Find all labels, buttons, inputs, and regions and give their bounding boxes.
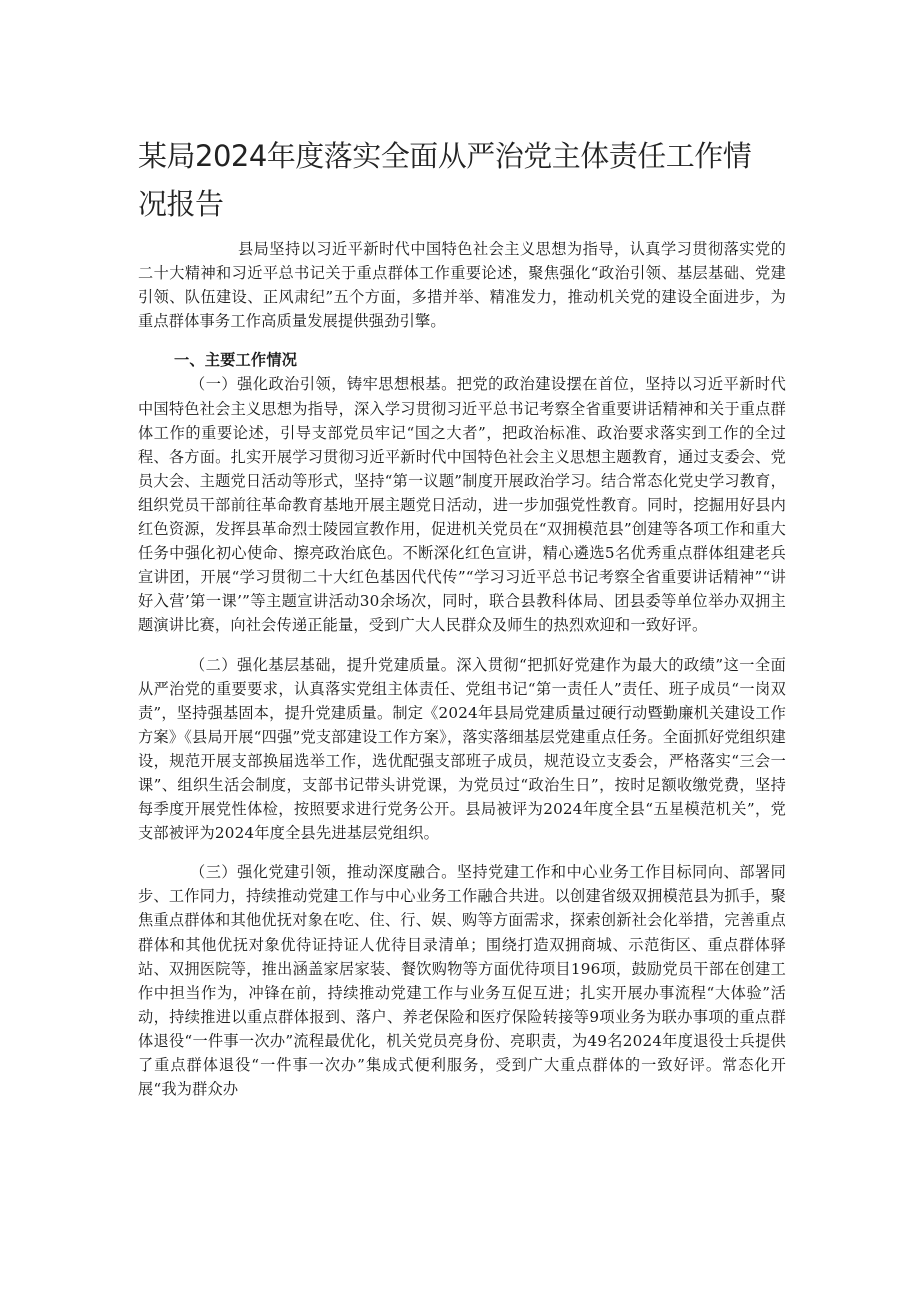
paragraph-political-guidance: （一）强化政治引领，铸牢思想根基。把党的政治建设摆在首位，坚持以习近平新时代中国特色社会主义思想为指导，深入学习贯彻习近平总书记考察全省重要讲话精神和关于重点群体工作的重要论述，引导支部党员牢记“国之大者”，把政治标准、政治要求落实到工作的全过程、各方面。扎实开展学习贯彻习近平新时代中国特色社会主义思想主题教育，通过支委会、党员大会、主题党日活动等形式，坚持“第一议题”制度开展政治学习。结合常态化党史学习教育，组织党员干部前往革命教育基地开展主题党日活动，进一步加强党性教育。同时，挖掘用好县内红色资源，发挥县革命烈士陵园宣教作用，促进机关党员在“双拥模范县”创建等各项工作和重大任务中强化初心使命、擦亮政治底色。不断深化红色宣讲，精心遴选5名优秀重点群体组建老兵宣讲团，开展“学习贯彻二十大红色基因代代传”“学习习近平总书记考察全省重要讲话精神”“讲好入营’第一课’”等主题宣讲活动30余场次，同时，联合县教科体局、团县委等单位举办双拥主题演讲比赛，向社会传递正能量，受到广大人民群众及师生的热烈欢迎和一致好评。 [138,375,786,635]
document-title: 某局2024年度落实全面从严治党主体责任工作情况报告 [138,139,752,221]
section-heading: 一、主要工作情况 [174,351,298,370]
paragraph-party-building-integration: （三）强化党建引领，推动深度融合。坚持党建工作和中心业务工作目标同向、部署同步、工作同力，持续推动党建工作与中心业务工作融合共进。以创建省级双拥模范县为抓手，聚焦重点群体和其他优抚对象在吃、住、行、娱、购等方面需求，探索创新社会化举措，完善重点群体和其他优抚对象优待证持证人优待目录清单；围绕打造双拥商城、示范街区、重点群体驿站、双拥医院等，推出涵盖家居家装、餐饮购物等方面优待项目196项，鼓励党员干部在创建工作中担当作为，冲锋在前，持续推动党建工作与业务互促互进；扎实开展办事流程“大体验”活动，持续推进以重点群体报到、落户、养老保险和医疗保险转接等9项业务为联办事项的重点群体退役“一件事一次办”流程最优化，机关党员亮身份、亮职责，为49名2024年度退役士兵提供了重点群体退役“一件事一次办”集成式便利服务，受到广大重点群体的一致好评。常态化开展“我为群众办 [138,863,786,1099]
intro-paragraph: 县局坚持以习近平新时代中国特色社会主义思想为指导，认真学习贯彻落实党的二十大精神和习近平总书记关于重点群体工作重要论述，聚焦强化“政治引领、基层基础、党建引领、队伍建设、正风肃纪”五个方面，多措并举、精准发力，推动机关党的建设全面进步，为重点群体事务工作高质量发展提供强劲引擎。 [138,240,786,331]
paragraph-grassroots-foundation: （二）强化基层基础，提升党建质量。深入贯彻“把抓好党建作为最大的政绩”这一全面从严治党的重要要求，认真落实党组主体责任、党组书记“第一责任人”责任、班子成员“一岗双责”，坚持强基固本，提升党建质量。制定《2024年县局党建质量过硬行动暨勤廉机关建设工作方案》《县局开展“四强”党支部建设工作方案》，落实落细基层党建重点任务。全面抓好党组织建设，规范开展支部换届选举工作，选优配强支部班子成员，规范设立支委会，严格落实“三会一课”、组织生活会制度，支部书记带头讲党课，为党员过“政治生日”，按时足额收缴党费，坚持每季度开展党性体检，按照要求进行党务公开。县局被评为2024年度全县“五星模范机关”，党支部被评为2024年度全县先进基层党组织。 [138,655,786,843]
document-body [138,237,786,1116]
